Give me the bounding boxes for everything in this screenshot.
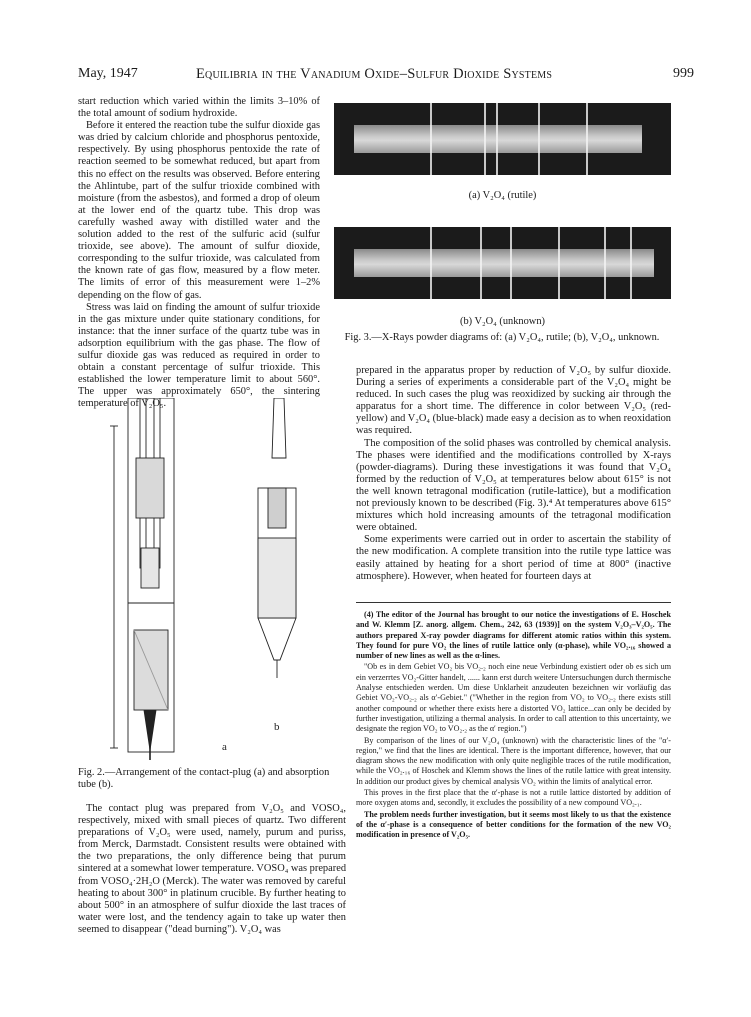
footnote-paragraph: "Ob es in dem Gebiet VO₂ bis VO₂.₂ noch eine neue Verbindung existiert oder ob es sich um ein verzerrtes VO₂-Gitter handelt, ...... kann erst durch weitere Untersuchungen durch thermische Analyse entschieden werden. Um diese Unklarheit anzudeuten bezeichnen wir vorläufig das Gebiet VO₂-VO₂.₂ als α′-Gebiet." ("Whether in the region from VO₂ to VO₂.₂ there exists still another compound or whether there exists here a distorted VO₂ lattice...can only be decided by further investigation, utilizing a thermal analysis. In order to call attention to this uncertainty, we designate the region VO₂ to VO₂.₂ as the α′ region.") (356, 662, 671, 734)
paragraph: Before it entered the reaction tube the sulfur dioxide gas was dried by calcium chloride and phosphorus pentoxide, respectively. By using phosphorus pentoxide the rate of reaction seemed to be somewhat reduced, but apart from this no effect on the results was observed. Before entering the Ahlintube, part of the sulfur trioxide combined with moisture (from the asbestos), and formed a drop of oleum at the lower end of the quartz tube. This drop was carefully washed away with distilled water and the solution added to the rest of the sulfuric acid (sulfur trioxide, see above). The amount of sulfur dioxide, corresponding to the sulfur trioxide, was calculated from the known rate of gas flow, measured by a flow meter. The limits of error of this measurement were 1–2% depending on the flow of gas. (78, 120, 320, 301)
right-column-text (356, 365, 671, 583)
left-column-bottom (78, 803, 346, 936)
footnote-paragraph: This proves in the first place that the α′-phase is not a rutile lattice distorted by addition of more oxygen atoms and, secondly, it excludes the possibility of a new compound VO₂.₁. (356, 788, 671, 808)
paragraph: Some experiments were carried out in order to ascertain the stability of the new modification. A complete transition into the rutile type lattice was easily attained by heating for a short period of time at 800° (inactive atmosphere). However, when heated for fourteen days at (356, 534, 671, 582)
paragraph: prepared in the apparatus proper by reduction of V₂O₅ by sulfur dioxide. During a series of experiments a considerable part of the V₂O₄ might be reduced. In such cases the plug was reoxidized by sucking air through the apparatus for a short time. The difference in color between V₂O₅ (red-yellow) and V₂O₄ (blue-black) made easy a decision as to when reoxidation was required. (356, 365, 671, 437)
figure-3-label-a: (a) V₂O₄ (rutile) (468, 190, 537, 201)
footnote-4 (356, 610, 671, 842)
xray-diagram-b (334, 227, 671, 299)
page-number: 999 (673, 66, 694, 81)
figure-3-label-b: (b) V₂O₄ (unknown) (460, 316, 545, 327)
paragraph: Stress was laid on finding the amount of sulfur trioxide in the gas mixture under quite stationary conditions, for instance: that the inner surface of the quartz tube was in adsorption equilibrium with the gas phase. The flow of sulfur dioxide gas was reduced as required in order to obtain a constant percentage of sulfur trioxide. This established the lower temperature limit to about 560°. The upper was approximately 650°, the sintering temperature of V₂O₅. (78, 301, 320, 410)
footnote-paragraph: (4) The editor of the Journal has brought to our notice the investigations of E. Hoschek and W. Klemm [Z. anorg. allgem. Chem., 242, 63 (1939)] on the system V₂O₃–V₂O₅. The authors prepared X-ray powder diagrams for different atomic ratios within this system. They found for pure VO₂ the lines of rutile lattice only (α-phase), while VO₂.₁₆ showed a number of new lines as well as the α-lines. (356, 610, 671, 661)
figure-2-label-b: b (274, 721, 280, 733)
footnote-paragraph: By comparison of the lines of our V₂O₄ (unknown) with the characteristic lines of the "α′-region," we find that the lines are identical. There is the important difference, however, that our diagram shows the new modification with only quite negligible traces of the rutile modification, while the VO₂.₁₆ of Hoschek and Klemm shows the lines of the rutile lattice with great intensity. In addition our product gives by chemical analysis VO₂ within the limits of analytical error. (356, 735, 671, 786)
xray-diagram-a (334, 103, 671, 175)
contact-plug-drawing (110, 398, 174, 760)
header-title: Equilibria in the Vanadium Oxide–Sulfur Dioxide Systems (196, 66, 553, 82)
footnote-rule (356, 602, 671, 603)
figure-3-caption: Fig. 3.—X-Rays powder diagrams of: (a) V₂O₄, rutile; (b), V₂O₄, unknown. (344, 332, 660, 343)
footnote-paragraph: The problem needs further investigation, but it seems most likely to us that the existence of the α′-phase is a consequence of better conditions for the formation of the new VO₂ modification in presence of V₂O₅. (356, 809, 671, 840)
figure-2-drawing (108, 398, 318, 760)
left-column-top (78, 96, 320, 410)
figure-2-label-a: a (222, 741, 227, 753)
running-header (78, 66, 694, 86)
paragraph: start reduction which varied within the limits 3–10% of the total amount of sodium hydroxide. (78, 96, 320, 120)
absorption-tube-drawing (258, 398, 296, 678)
paragraph: The composition of the solid phases was controlled by chemical analysis. The phases were identified and the modifications controlled by X-rays (powder-diagrams). During these investigations it was found that V₂O₄ formed by the reduction of V₂O₅ at temperatures below about 615° is not the well known tetragonal modification (rutile-lattice), but a modification not previously known to be described (Fig. 3).⁴ At temperatures above 615° mixtures which hold increasing amounts of the tetragonal modification were obtained. (356, 437, 671, 534)
figure-2-caption: Fig. 2.—Arrangement of the contact-plug (a) and absorption tube (b). (78, 767, 330, 791)
header-date: May, 1947 (78, 66, 138, 81)
paragraph: The contact plug was prepared from V₂O₅ and VOSO₄, respectively, mixed with small pieces of quartz. Two different preparations of V₂O₅ were used, namely, purum and puriss, from Merck, Darmstadt. Consistent results were obtained with the two preparations, the only difference being that purum sintered at a somewhat lower temperature. VOSO₄ was prepared from VOSO₄·2H₂O (Merck). The water was removed by careful heating to about 300° in platinum crucible. By further heating to about 500° in an atmosphere of sulfur dioxide the last traces of water were lost, and the tendency again to take up water then seemed to disappear ("dead burning"). V₂O₄ was (78, 803, 347, 935)
